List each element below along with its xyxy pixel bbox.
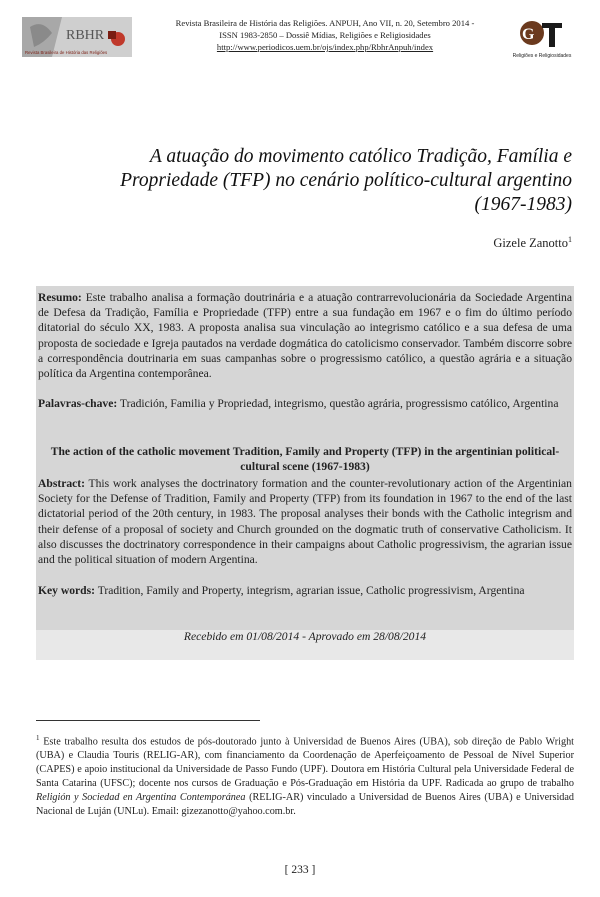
footnote-mark: 1 [36, 734, 40, 742]
gt-logo [512, 17, 572, 67]
gt-logo-text: Religiões e Religiosidades [512, 53, 572, 59]
abstract-text: This work analyses the doctrinatory formation and the counter-revolutionary action of the Argentinian Society for the Defense of Tradition, Family and Property (TFP) from its foundation in 1967 to the end of the last dictatorial period of the 20th century, in 1983. The proposal analyses their bonds with the Catholic integrism and their defense of a proposal of society and Church grounded on the dogmatic truth of conservative Catholicism. It also discusses the doctrinatory correspondence in their campaigns about Catholic progressivism, the agrarian issue and the political situation of modern Argentina. [38, 477, 572, 567]
author-name: Gizele Zanotto [493, 236, 568, 251]
keywords-label: Key words: [38, 584, 95, 597]
resumo-text: Este trabalho analisa a formação doutrinária e a atuação contrarrevolucionária da Sociedade Argentina de Defesa da Tradição, Família e Propriedade (TFP) entre a sua fundação em 1967 e o fim do último período ditatorial do século XX, 1983. A proposta analisa sua vinculação ao integrismo católico e a sua defesa de uma proposta de sociedade e Igreja pautados na verdade dogmática do catolicismo conservador. Também discorre sobre a correspondência doutrinaria em suas campanhas sobre o progressismo católico, a questão agrária e a situação política da Argentina contemporânea. [38, 291, 572, 381]
rbhr-logo-subtext: Revista Brasileira de História das Religiões [25, 50, 108, 55]
resumo-label: Resumo: [38, 291, 82, 304]
palavras-chave-paragraph [38, 396, 572, 411]
page-number: [ 233 ] [284, 864, 316, 876]
journal-citation-line1: Revista Brasileira de História das Religiões. ANPUH, Ano VII, n. 20, Setembro 2014 - [175, 18, 475, 28]
footnote [36, 731, 574, 819]
journal-issn-line: ISSN 1983-2850 – Dossiê Mídias, Religiões e Religiosidades [219, 30, 431, 40]
english-title: The action of the catholic movement Tradition, Family and Property (TFP) in the argentinian political-cultural scene (1967-1983) [50, 445, 560, 473]
resumo-paragraph [38, 290, 572, 381]
footnote-divider [36, 720, 260, 721]
rbhr-logo-text: RBHR [66, 28, 105, 43]
palavras-chave-text: Tradición, Familia y Propriedad, integrismo, questão agrária, progressismo católico, Argentina [119, 397, 559, 410]
footnote-text-part2: (RELIG-AR) vinculado a Universidad de Buenos Aires (UBA) e Universidad Nacional de Luján (UNLu). Email: gizezanotto@yahoo.com.br. [36, 792, 574, 818]
footnote-text-part1: Este trabalho resulta dos estudos de pós-doutorado junto à Universidad de Buenos Aires (UBA), sob direção de Pablo Wright (UBA) e Claudia Touris (RELIG-AR), com financiamento da Coordenação de Aperfeiçoamento de Pessoal de Nível Superior (CAPES) e apoio institucional da Universidade de Passo Fundo (UPF). Doutora em História Cultural pela Universidade Federal de Santa Catarina (UFSC); docente nos cursos de Graduação e Pós-Graduação em História da UPF. Radicada ao grupo de trabalho [36, 736, 575, 790]
svg-text:G: G [522, 26, 535, 43]
rbhr-logo [22, 17, 132, 57]
journal-header [0, 12, 600, 62]
footnote-italic-group: Religión y Sociedad en Argentina Contemporánea [36, 792, 246, 804]
keywords-paragraph [38, 583, 572, 598]
abstract-label: Abstract: [38, 477, 86, 490]
keywords-text: Tradition, Family and Property, integrism, agrarian issue, Catholic progressivism, Argentina [97, 584, 525, 597]
journal-citation [140, 17, 510, 53]
journal-url-link[interactable]: http://www.periodicos.uem.br/ojs/index.php/RbhrAnpuh/index [216, 42, 434, 52]
received-approved-dates: Recebido em 01/08/2014 - Aprovado em 28/08/2014 [183, 630, 427, 643]
palavras-chave-label: Palavras-chave: [38, 397, 118, 410]
abstract-paragraph [38, 476, 572, 567]
author [493, 235, 572, 251]
article-title: A atuação do movimento católico Tradição, Família e Propriedade (TFP) no cenário político-cultural argentino (1967-1983) [120, 146, 572, 215]
author-footnote-mark[interactable]: 1 [568, 235, 572, 244]
